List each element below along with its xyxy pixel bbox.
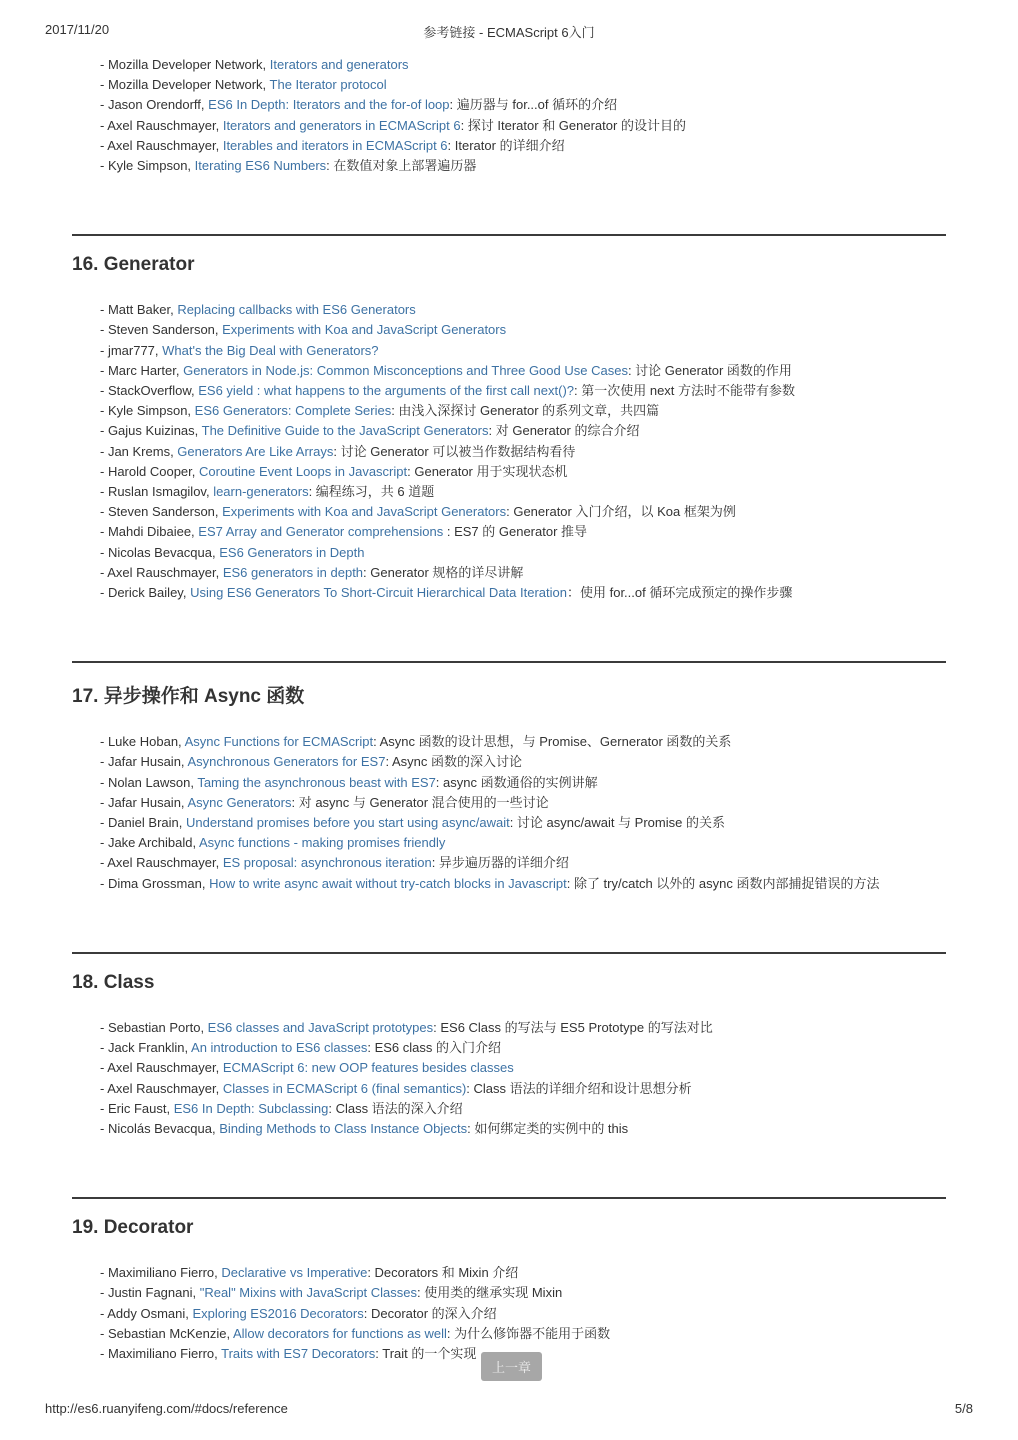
- reference-item: [100, 1324, 946, 1344]
- reference-text: : Decorators 和 Mixin 介绍: [367, 1265, 519, 1281]
- reference-item: [100, 793, 946, 813]
- reference-text: - Sebastian Porto,: [100, 1019, 208, 1035]
- reference-text: : 讨论 Generator 函数的作用: [627, 362, 792, 378]
- reference-text: : 如何绑定类的实例中的 this: [467, 1120, 629, 1136]
- reference-text: - Gajus Kuizinas,: [100, 423, 202, 439]
- reference-text: - Maximiliano Fierro,: [100, 1345, 222, 1361]
- reference-text: : 遍历器与 for...of 循环的介绍: [449, 97, 618, 113]
- reference-item: [100, 75, 946, 95]
- reference-text: - Addy Osmani,: [100, 1305, 193, 1321]
- section-heading: 16. Generator: [72, 254, 195, 276]
- reference-text: : Decorator 的深入介绍: [363, 1305, 497, 1321]
- reference-text: - Mozilla Developer Network,: [100, 77, 270, 93]
- reference-link[interactable]: Iterators and generators: [269, 57, 409, 72]
- reference-text: - Harold Cooper,: [100, 463, 199, 479]
- reference-text: : 在数值对象上部署遍历器: [326, 158, 477, 174]
- reference-text: : 探讨 Iterator 和 Generator 的设计目的: [460, 117, 686, 133]
- reference-item: [100, 136, 946, 156]
- reference-item: [100, 853, 946, 873]
- reference-link[interactable]: How to write async await without try-catch blocks in Javascript: [209, 875, 567, 891]
- document-title: 参考链接 - ECMAScript 6入门: [423, 25, 595, 40]
- section-divider: [72, 952, 946, 954]
- reference-text: : 异步遍历器的详细介绍: [431, 855, 569, 871]
- reference-text: : 为什么修饰器不能用于函数: [446, 1325, 611, 1341]
- reference-text: - Jason Orendorff,: [100, 97, 209, 113]
- reference-item: [100, 752, 946, 772]
- reference-link[interactable]: ES6 yield : what happens to the arguments of the first call next()?: [198, 383, 575, 399]
- reference-text: - Mozilla Developer Network,: [100, 57, 270, 72]
- section-heading: 17. 异步操作和 Async 函数: [72, 686, 305, 708]
- reference-item: [100, 156, 946, 176]
- reference-text: : ES6 class 的入门介绍: [367, 1040, 501, 1056]
- reference-text: : Class 语法的深入介绍: [328, 1100, 463, 1116]
- reference-link[interactable]: Replacing callbacks with ES6 Generators: [177, 302, 416, 318]
- reference-link[interactable]: Iterables and iterators in ECMAScript 6: [222, 137, 448, 153]
- section-divider: [72, 234, 946, 236]
- page-number: 5/8: [954, 1401, 973, 1416]
- reference-text: - Axel Rauschmayer,: [100, 1060, 223, 1076]
- reference-link[interactable]: ES6 In Depth: Iterators and the for-of loop: [208, 97, 450, 113]
- section-heading: 19. Decorator: [72, 1217, 194, 1239]
- reference-text: - Sebastian McKenzie,: [100, 1325, 233, 1341]
- reference-link[interactable]: The Iterator protocol: [269, 77, 387, 93]
- reference-link[interactable]: Exploring ES2016 Decorators: [192, 1305, 364, 1321]
- reference-link[interactable]: Declarative vs Imperative: [221, 1265, 368, 1281]
- reference-text: - Axel Rauschmayer,: [100, 117, 223, 133]
- reference-text: : 讨论 Generator 可以被当作数据结构看待: [333, 443, 576, 459]
- print-footer: [45, 1401, 973, 1416]
- reference-link[interactable]: An introduction to ES6 classes: [191, 1040, 368, 1056]
- reference-item: [100, 1099, 946, 1119]
- reference-text: : 除了 try/catch 以外的 async 函数内部捕捉错误的方法: [566, 875, 880, 891]
- reference-link[interactable]: Generators in Node.js: Common Misconceptions and Three Good Use Cases: [183, 362, 628, 378]
- reference-text: - Mahdi Dibaiee,: [100, 524, 199, 540]
- reference-item: [100, 442, 946, 462]
- reference-item: [100, 482, 946, 502]
- reference-item: [100, 320, 946, 340]
- reference-text: - Jafar Husain,: [100, 754, 188, 770]
- reference-text: : 由浅入深探讨 Generator 的系列文章，共四篇: [391, 403, 660, 419]
- reference-text: : 编程练习，共 6 道题: [308, 484, 435, 500]
- reference-item: [100, 1018, 946, 1038]
- reference-text: - Justin Fagnani,: [100, 1285, 200, 1301]
- reference-link[interactable]: Async functions - making promises friendly: [199, 835, 446, 851]
- reference-item: [100, 583, 946, 603]
- reference-list: [72, 1018, 946, 1139]
- print-date: 2017/11/20: [45, 22, 110, 37]
- reference-item: [100, 95, 946, 115]
- reference-link[interactable]: Using ES6 Generators To Short-Circuit Hierarchical Data Iteration: [190, 585, 567, 601]
- reference-text: : ES7 的 Generator 推导: [443, 524, 588, 540]
- reference-link[interactable]: Classes in ECMAScript 6 (final semantics): [222, 1080, 467, 1096]
- reference-text: : async 函数通俗的实例讲解: [435, 774, 598, 790]
- source-url: http://es6.ruanyifeng.com/#docs/reference: [45, 1401, 288, 1416]
- reference-text: - Nicolas Bevacqua,: [100, 544, 220, 560]
- reference-link[interactable]: Allow decorators for functions as well: [232, 1325, 447, 1341]
- reference-text: - Maximiliano Fierro,: [100, 1265, 222, 1281]
- reference-text: - Kyle Simpson,: [100, 403, 195, 419]
- reference-text: ：使用 for...of 循环完成预定的操作步骤: [566, 585, 793, 601]
- reference-text: - jmar777,: [100, 342, 163, 358]
- reference-list: [72, 732, 946, 894]
- reference-list: [72, 300, 946, 603]
- reference-text: - Nicolás Bevacqua,: [100, 1120, 220, 1136]
- reference-item: [100, 1119, 946, 1139]
- section-divider: [72, 1197, 946, 1199]
- reference-link[interactable]: Asynchronous Generators for ES7: [187, 754, 386, 770]
- reference-text: - Luke Hoban,: [100, 734, 185, 750]
- reference-link[interactable]: Generators Are Like Arrays: [177, 443, 334, 459]
- reference-text: : Generator 入门介绍，以 Koa 框架为例: [506, 504, 736, 520]
- reference-item: [100, 874, 946, 894]
- reference-link[interactable]: ES6 Generators in Depth: [219, 544, 365, 560]
- reference-text: - Kyle Simpson,: [100, 158, 195, 174]
- reference-text: : 第一次使用 next 方法时不能带有参数: [574, 383, 796, 399]
- reference-text: : Generator 规格的详尽讲解: [363, 564, 524, 580]
- reference-item: [100, 401, 946, 421]
- section-heading: 18. Class: [72, 971, 155, 993]
- reference-text: - Axel Rauschmayer,: [100, 1080, 223, 1096]
- reference-link[interactable]: The Definitive Guide to the JavaScript Generators: [201, 423, 489, 439]
- reference-text: - Jafar Husain,: [100, 794, 188, 810]
- reference-text: - Jan Krems,: [100, 443, 178, 459]
- reference-item: [100, 1263, 946, 1283]
- reference-item: [100, 116, 946, 136]
- reference-text: : Generator 用于实现状态机: [407, 463, 568, 479]
- reference-link[interactable]: Understand promises before you start using async/await: [185, 815, 510, 831]
- reference-link[interactable]: ES proposal: asynchronous iteration: [222, 855, 432, 871]
- reference-text: : ES6 Class 的写法与 ES5 Prototype 的写法对比: [433, 1019, 713, 1035]
- reference-text: - Marc Harter,: [100, 362, 184, 378]
- reference-link[interactable]: ES6 classes and JavaScript prototypes: [207, 1019, 434, 1035]
- reference-link[interactable]: Binding Methods to Class Instance Objects: [219, 1120, 468, 1136]
- reference-item: [100, 1058, 946, 1078]
- reference-list: [72, 55, 946, 176]
- reference-item: [100, 543, 946, 563]
- reference-link[interactable]: Async Functions for ECMAScript: [184, 734, 374, 750]
- reference-link[interactable]: ECMAScript 6: new OOP features besides classes: [222, 1060, 514, 1076]
- reference-item: [100, 55, 946, 75]
- reference-text: - Jack Franklin,: [100, 1040, 192, 1056]
- reference-text: - Steven Sanderson,: [100, 322, 223, 338]
- print-header: [45, 22, 973, 40]
- reference-item: [100, 341, 946, 361]
- reference-item: [100, 1304, 946, 1324]
- reference-link[interactable]: ES6 Generators: Complete Series: [194, 403, 392, 419]
- reference-item: [100, 462, 946, 482]
- reference-text: - Derick Bailey,: [100, 585, 191, 601]
- reference-item: [100, 1038, 946, 1058]
- section-divider: [72, 661, 946, 663]
- reference-item: [100, 773, 946, 793]
- reference-link[interactable]: Iterators and generators in ECMAScript 6: [222, 117, 461, 133]
- reference-text: : Async 函数的设计思想，与 Promise、Gernerator 函数的关系: [373, 734, 732, 750]
- reference-text: : 讨论 async/await 与 Promise 的关系: [509, 815, 725, 831]
- reference-text: - Eric Faust,: [100, 1100, 174, 1116]
- reference-text: : 对 async 与 Generator 混合使用的一些讨论: [291, 794, 549, 810]
- reference-item: [100, 522, 946, 542]
- reference-link[interactable]: What's the Big Deal with Generators?: [162, 342, 379, 358]
- reference-item: [100, 361, 946, 381]
- reference-link[interactable]: Traits with ES7 Decorators: [221, 1345, 376, 1361]
- reference-text: - Jake Archibald,: [100, 835, 199, 851]
- reference-text: : 对 Generator 的综合介绍: [488, 423, 640, 439]
- reference-item: [100, 502, 946, 522]
- reference-link[interactable]: Iterating ES6 Numbers: [194, 158, 327, 174]
- reference-item: [100, 421, 946, 441]
- reference-text: - Daniel Brain,: [100, 815, 186, 831]
- reference-item: [100, 1079, 946, 1099]
- reference-item: [100, 833, 946, 853]
- reference-text: - Nolan Lawson,: [100, 774, 198, 790]
- reference-text: : Trait 的一个实现: [375, 1345, 477, 1361]
- reference-text: - Matt Baker,: [100, 302, 178, 318]
- reference-text: - Axel Rauschmayer,: [100, 855, 223, 871]
- reference-link[interactable]: ES6 generators in depth: [222, 564, 364, 580]
- reference-item: [100, 1283, 946, 1303]
- reference-link[interactable]: ES6 In Depth: Subclassing: [173, 1100, 329, 1116]
- prev-chapter-link[interactable]: 上一章: [481, 1352, 542, 1381]
- reference-item: [100, 732, 946, 752]
- reference-text: - Dima Grossman,: [100, 875, 210, 891]
- reference-item: [100, 813, 946, 833]
- reference-text: - Axel Rauschmayer,: [100, 137, 223, 153]
- reference-list: [72, 1263, 946, 1364]
- reference-item: [100, 563, 946, 583]
- reference-text: - StackOverflow,: [100, 383, 199, 399]
- reference-link[interactable]: Async Generators: [187, 794, 292, 810]
- reference-link[interactable]: Experiments with Koa and JavaScript Generators: [222, 322, 507, 338]
- reference-text: - Ruslan Ismagilov,: [100, 484, 214, 500]
- reference-text: - Steven Sanderson,: [100, 504, 223, 520]
- reference-text: : Class 语法的详细介绍和设计思想分析: [466, 1080, 692, 1096]
- reference-item: [100, 381, 946, 401]
- reference-link[interactable]: Taming the asynchronous beast with ES7: [197, 774, 436, 790]
- reference-link[interactable]: learn-generators: [213, 484, 309, 500]
- reference-item: [100, 300, 946, 320]
- reference-link[interactable]: Coroutine Event Loops in Javascript: [199, 463, 408, 479]
- reference-content: [72, 55, 946, 1364]
- reference-link[interactable]: ES7 Array and Generator comprehensions: [198, 524, 444, 540]
- reference-text: : 使用类的继承实现 Mixin: [417, 1285, 563, 1301]
- reference-link[interactable]: "Real" Mixins with JavaScript Classes: [199, 1285, 418, 1301]
- reference-text: : Async 函数的深入讨论: [385, 754, 522, 770]
- reference-link[interactable]: Experiments with Koa and JavaScript Generators: [222, 504, 507, 520]
- reference-text: - Axel Rauschmayer,: [100, 564, 223, 580]
- reference-text: : Iterator 的详细介绍: [447, 137, 565, 153]
